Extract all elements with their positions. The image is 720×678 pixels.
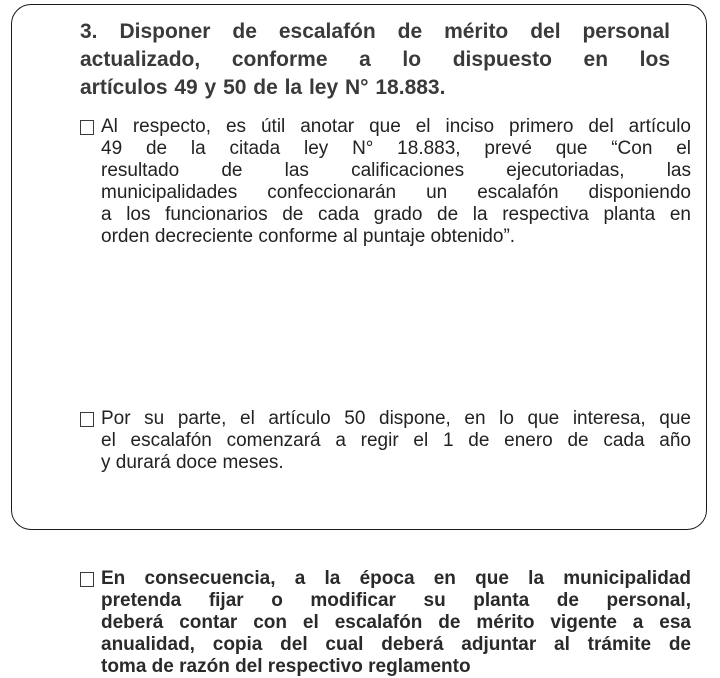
bullet-line: Al respecto, es útil anotar que el inciso primero del artículo [101, 116, 691, 137]
bullet-line: Por su parte, el artículo 50 dispone, en lo que interesa, que [101, 408, 691, 429]
bullet-line: a los funcionarios de cada grado de la respectiva planta en [101, 204, 691, 225]
bullet-text [101, 116, 691, 248]
bullet-line: En consecuencia, a la época en que la municipalidad [101, 568, 691, 589]
slide-heading [80, 18, 670, 102]
checkbox-bullet-icon [80, 120, 94, 135]
bullet-line: pretenda fijar o modificar su planta de personal, [101, 590, 691, 611]
heading-line: artículos 49 y 50 de la ley N° 18.883. [80, 76, 446, 99]
bullet-item [80, 408, 691, 474]
bullet-line: el escalafón comenzará a regir el 1 de enero de cada año [101, 430, 691, 451]
bullet-line: municipalidades confeccionarán un escalafón disponiendo [101, 182, 691, 203]
bullet-line: toma de razón del respectivo reglamento [101, 656, 471, 677]
checkbox-bullet-icon [80, 572, 94, 587]
bullet-line: deberá contar con el escalafón de mérito vigente a esa [101, 612, 691, 633]
heading-line: 3. Disponer de escalafón de mérito del personal [80, 20, 670, 43]
bullet-item-emphasis [80, 568, 691, 678]
bullet-line: y durará doce meses. [101, 452, 284, 473]
bullet-line: 49 de la citada ley N° 18.883, prevé que “Con el [101, 138, 691, 159]
bullet-line: anualidad, copia del cual deberá adjuntar al trámite de [101, 634, 691, 655]
bullet-item [80, 116, 691, 248]
bullet-text [101, 568, 691, 678]
bullet-line: orden decreciente conforme al puntaje obtenido”. [101, 226, 516, 247]
bullet-text [101, 408, 691, 474]
checkbox-bullet-icon [80, 412, 94, 427]
heading-line: actualizado, conforme a lo dispuesto en los [80, 48, 670, 71]
bullet-line: resultado de las calificaciones ejecutoriadas, las [101, 160, 691, 181]
